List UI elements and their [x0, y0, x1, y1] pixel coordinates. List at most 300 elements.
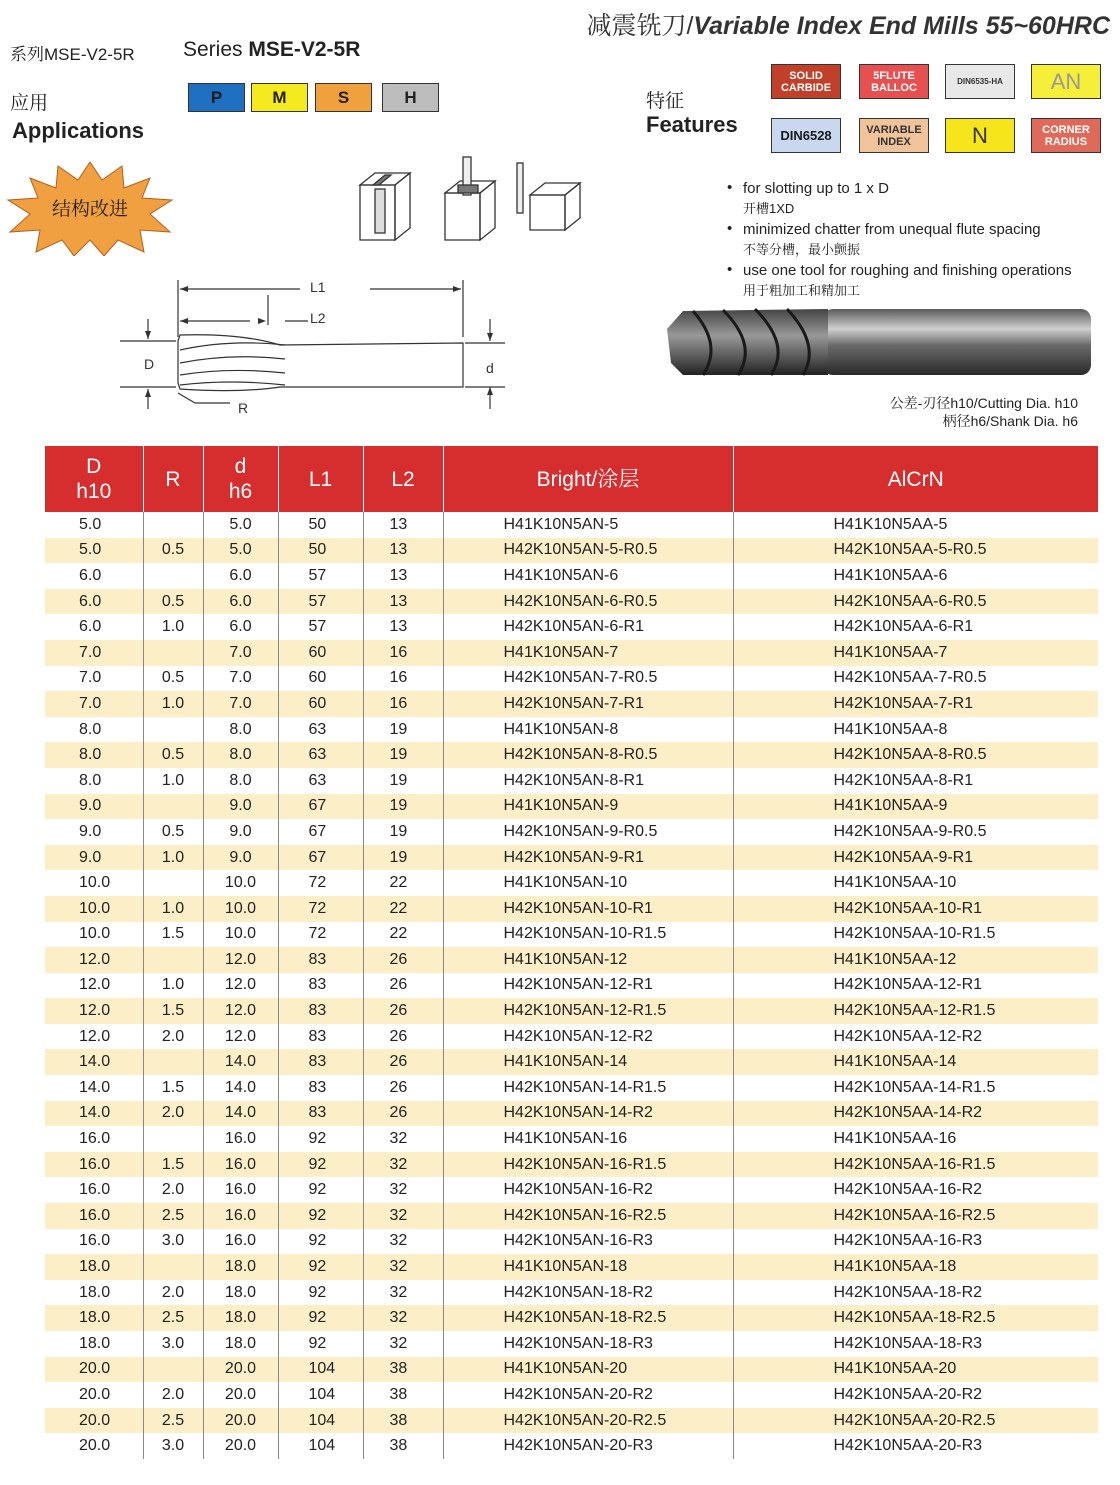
cell-L2: 22	[363, 896, 443, 922]
cell-L1: 57	[278, 614, 363, 640]
cell-L1: 63	[278, 717, 363, 743]
dim-d: d	[486, 360, 494, 376]
cell-alcrn-code: H42K10N5AA-5-R0.5	[833, 541, 987, 559]
cell-bright-code: H41K10N5AN-5	[443, 512, 733, 538]
table-row	[45, 1254, 1098, 1280]
cell-D: 20.0	[45, 1382, 143, 1408]
cell-alcrn-code: H42K10N5AA-12-R1.5	[833, 1002, 996, 1020]
cell-R: 2.0	[143, 1382, 203, 1408]
feature-en: • minimized chatter from unequal flute spacing	[743, 221, 1041, 238]
table-row	[45, 896, 1098, 922]
cell-bright-code: H42K10N5AN-20-R2	[443, 1382, 733, 1408]
cell-bright-code: H41K10N5AN-10	[443, 870, 733, 896]
col-header-R	[143, 446, 203, 512]
cell-L2: 32	[363, 1152, 443, 1178]
cell-bright-code: H42K10N5AN-10-R1.5	[443, 922, 733, 948]
cell-L2: 26	[363, 973, 443, 999]
cell-alcrn-code: H42K10N5AA-20-R2	[833, 1385, 983, 1403]
table-row	[45, 768, 1098, 794]
cell-d: 20.0	[203, 1408, 278, 1434]
cell-D: 18.0	[45, 1331, 143, 1357]
cell-alcrn-code: H42K10N5AA-20-R3	[833, 1437, 983, 1455]
cell-bright-code: H42K10N5AN-16-R2	[443, 1177, 733, 1203]
cell-bright-code: H41K10N5AN-16	[443, 1126, 733, 1152]
feature-cn: 开槽1XD	[743, 201, 795, 216]
cell-bright-code: H42K10N5AN-9-R0.5	[443, 819, 733, 845]
cell-L1: 72	[278, 922, 363, 948]
cell-d: 18.0	[203, 1305, 278, 1331]
badge-solid-carbide	[771, 64, 841, 99]
cell-L2: 26	[363, 1024, 443, 1050]
cell-bright-code: H41K10N5AN-18	[443, 1254, 733, 1280]
cell-D: 20.0	[45, 1433, 143, 1459]
cell-R	[143, 563, 203, 589]
cell-bright-code: H42K10N5AN-16-R2.5	[443, 1203, 733, 1229]
cell-D: 16.0	[45, 1229, 143, 1255]
cell-L1: 83	[278, 947, 363, 973]
cell-D: 7.0	[45, 640, 143, 666]
cell-D: 10.0	[45, 870, 143, 896]
cell-alcrn-code: H42K10N5AA-10-R1.5	[833, 925, 996, 943]
cell-d: 5.0	[203, 538, 278, 564]
cell-bright-code: H42K10N5AN-6-R0.5	[443, 589, 733, 615]
cell-d: 9.0	[203, 819, 278, 845]
table-header-row	[45, 446, 1098, 512]
cell-R: 2.5	[143, 1203, 203, 1229]
cell-L2: 26	[363, 1075, 443, 1101]
cell-d: 10.0	[203, 870, 278, 896]
cell-L2: 13	[363, 614, 443, 640]
table-row	[45, 1126, 1098, 1152]
cell-alcrn-code: H41K10N5AA-12	[833, 950, 957, 968]
table-row	[45, 1357, 1098, 1383]
cell-R: 1.0	[143, 691, 203, 717]
cell-bright-code: H42K10N5AN-9-R1	[443, 845, 733, 871]
header-top: R	[165, 467, 181, 491]
cell-D: 14.0	[45, 1075, 143, 1101]
cell-d: 12.0	[203, 998, 278, 1024]
cell-D: 10.0	[45, 896, 143, 922]
cell-L1: 72	[278, 870, 363, 896]
material-code: P	[210, 88, 223, 107]
feature-en: • use one tool for roughing and finishing operations	[743, 262, 1072, 279]
header-top: L2	[391, 467, 415, 491]
table-row	[45, 1305, 1098, 1331]
header-top: D	[86, 455, 102, 478]
feature-item	[725, 262, 1072, 299]
feature-bullets	[725, 180, 1072, 303]
cell-L1: 83	[278, 1075, 363, 1101]
cell-alcrn-code: H42K10N5AA-7-R0.5	[833, 669, 987, 687]
cell-bright-code: H41K10N5AN-8	[443, 717, 733, 743]
cell-R	[143, 1049, 203, 1075]
table-row	[45, 922, 1098, 948]
table-row	[45, 794, 1098, 820]
burst-text: 结构改进	[51, 198, 129, 220]
cell-D: 5.0	[45, 512, 143, 538]
cell-bright-code: H42K10N5AN-12-R2	[443, 1024, 733, 1050]
cell-L1: 57	[278, 589, 363, 615]
page-title	[586, 6, 1110, 42]
cell-alcrn-code: H42K10N5AA-9-R0.5	[833, 822, 987, 840]
tolerance-note	[890, 394, 1078, 430]
table-row	[45, 512, 1098, 538]
material-h	[382, 83, 439, 112]
badge-text: DIN6528	[780, 127, 832, 143]
cell-alcrn-code: H42K10N5AA-18-R2.5	[833, 1309, 996, 1327]
cell-d: 16.0	[203, 1229, 278, 1255]
cell-D: 20.0	[45, 1408, 143, 1434]
cell-R: 0.5	[143, 589, 203, 615]
cell-bright-code: H42K10N5AN-5-R0.5	[443, 538, 733, 564]
cell-alcrn-code: H42K10N5AA-12-R2	[833, 1027, 983, 1045]
cell-R	[143, 1357, 203, 1383]
cell-L1: 104	[278, 1382, 363, 1408]
cell-alcrn-code: H42K10N5AA-12-R1	[833, 976, 983, 994]
cell-D: 12.0	[45, 973, 143, 999]
table-row	[45, 870, 1098, 896]
cell-bright-code: H42K10N5AN-12-R1	[443, 973, 733, 999]
material-s	[315, 83, 372, 112]
material-code: S	[337, 88, 350, 107]
cell-R: 3.0	[143, 1331, 203, 1357]
tolerance-shank-dia: 柄径h6/Shank Dia. h6	[942, 413, 1078, 429]
improved-structure-burst	[4, 160, 176, 256]
cell-R: 1.5	[143, 1152, 203, 1178]
cell-L2: 32	[363, 1305, 443, 1331]
badge-text: VARIABLE INDEX	[866, 123, 922, 148]
cell-R: 1.5	[143, 1075, 203, 1101]
header-top: d	[234, 455, 247, 478]
cell-R: 1.0	[143, 973, 203, 999]
cell-D: 8.0	[45, 768, 143, 794]
cell-bright-code: H42K10N5AN-18-R2.5	[443, 1305, 733, 1331]
col-header-L2	[363, 446, 443, 512]
cell-L2: 26	[363, 1049, 443, 1075]
cell-L1: 60	[278, 666, 363, 692]
cell-D: 10.0	[45, 922, 143, 948]
cell-d: 12.0	[203, 947, 278, 973]
cell-bright-code: H42K10N5AN-8-R1	[443, 768, 733, 794]
cell-L2: 22	[363, 870, 443, 896]
header-top: L1	[308, 467, 333, 491]
cell-L2: 13	[363, 563, 443, 589]
cell-bright-code: H41K10N5AN-7	[443, 640, 733, 666]
cell-R	[143, 717, 203, 743]
badge-text: 5FLUTE BALLOC	[871, 69, 917, 94]
cell-bright-code: H42K10N5AN-8-R0.5	[443, 742, 733, 768]
cell-L1: 67	[278, 794, 363, 820]
dim-D: D	[144, 356, 155, 372]
table-row	[45, 1382, 1098, 1408]
cell-alcrn-code: H42K10N5AA-10-R1	[833, 899, 983, 917]
cell-L2: 19	[363, 845, 443, 871]
cell-bright-code: H42K10N5AN-18-R2	[443, 1280, 733, 1306]
table-row	[45, 1024, 1098, 1050]
cell-bright-code: H41K10N5AN-6	[443, 563, 733, 589]
cell-D: 16.0	[45, 1177, 143, 1203]
cell-bright-code: H42K10N5AN-6-R1	[443, 614, 733, 640]
cell-L1: 92	[278, 1331, 363, 1357]
cell-R: 1.0	[143, 768, 203, 794]
cell-alcrn-code: H42K10N5AA-8-R1	[833, 771, 974, 789]
cell-L2: 38	[363, 1408, 443, 1434]
cell-d: 18.0	[203, 1254, 278, 1280]
cell-d: 20.0	[203, 1382, 278, 1408]
cell-L2: 19	[363, 717, 443, 743]
header-top: Bright/涂层	[536, 467, 640, 491]
cell-L2: 19	[363, 768, 443, 794]
cell-L1: 92	[278, 1229, 363, 1255]
badge-text: DIN6535-HA	[957, 76, 1003, 86]
cell-alcrn-code: H42K10N5AA-16-R3	[833, 1232, 983, 1250]
cell-D: 6.0	[45, 614, 143, 640]
cell-d: 12.0	[203, 973, 278, 999]
table-row	[45, 538, 1098, 564]
cell-R	[143, 1126, 203, 1152]
cell-L1: 92	[278, 1305, 363, 1331]
cell-D: 12.0	[45, 998, 143, 1024]
application-sketches	[355, 155, 585, 245]
table-row	[45, 691, 1098, 717]
cell-D: 7.0	[45, 691, 143, 717]
cell-bright-code: H41K10N5AN-14	[443, 1049, 733, 1075]
cell-D: 12.0	[45, 1024, 143, 1050]
cell-bright-code: H42K10N5AN-12-R1.5	[443, 998, 733, 1024]
cell-L1: 50	[278, 538, 363, 564]
cell-D: 18.0	[45, 1305, 143, 1331]
cell-R: 3.0	[143, 1433, 203, 1459]
title-cn: 减震铣刀/	[586, 12, 694, 40]
cell-alcrn-code: H41K10N5AA-16	[833, 1130, 957, 1148]
cell-R	[143, 512, 203, 538]
cell-d: 8.0	[203, 717, 278, 743]
tolerance-cutting-dia: 公差-刃径h10/Cutting Dia. h10	[889, 395, 1078, 411]
cell-alcrn-code: H42K10N5AA-16-R2	[833, 1181, 983, 1199]
feature-cn: 用于粗加工和精加工	[743, 283, 861, 298]
badge-text: CORNER RADIUS	[1042, 123, 1090, 148]
cell-L1: 92	[278, 1152, 363, 1178]
cell-L1: 92	[278, 1126, 363, 1152]
cell-L1: 83	[278, 1024, 363, 1050]
feature-item	[725, 180, 1072, 217]
cell-d: 10.0	[203, 896, 278, 922]
cell-L2: 13	[363, 538, 443, 564]
end-mill-product-image	[663, 305, 1096, 380]
series-prefix: Series	[183, 38, 249, 61]
cell-L1: 83	[278, 1049, 363, 1075]
cell-R: 1.0	[143, 896, 203, 922]
cell-R: 2.0	[143, 1101, 203, 1127]
cell-R: 1.0	[143, 614, 203, 640]
table-row	[45, 1177, 1098, 1203]
cell-d: 14.0	[203, 1075, 278, 1101]
table-body	[45, 512, 1098, 1459]
table-row	[45, 640, 1098, 666]
table-row	[45, 1203, 1098, 1229]
cell-R: 0.5	[143, 819, 203, 845]
cell-L2: 26	[363, 998, 443, 1024]
cell-d: 8.0	[203, 768, 278, 794]
cell-bright-code: H42K10N5AN-7-R0.5	[443, 666, 733, 692]
cell-d: 7.0	[203, 640, 278, 666]
badge-text: SOLID CARBIDE	[780, 69, 832, 94]
header-top: AlCrN	[887, 467, 944, 491]
cell-R: 0.5	[143, 666, 203, 692]
cell-L2: 19	[363, 819, 443, 845]
cell-d: 16.0	[203, 1126, 278, 1152]
material-m	[251, 83, 308, 112]
cell-D: 20.0	[45, 1357, 143, 1383]
cell-L1: 83	[278, 1101, 363, 1127]
table-row	[45, 717, 1098, 743]
cell-bright-code: H42K10N5AN-14-R1.5	[443, 1075, 733, 1101]
cell-alcrn-code: H41K10N5AA-6	[833, 566, 948, 584]
series-en	[183, 38, 360, 62]
table-row	[45, 1433, 1098, 1459]
cell-alcrn-code: H42K10N5AA-8-R0.5	[833, 746, 987, 764]
cell-L1: 50	[278, 512, 363, 538]
table-row	[45, 1049, 1098, 1075]
table-row	[45, 1152, 1098, 1178]
table-row	[45, 998, 1098, 1024]
cell-L2: 16	[363, 640, 443, 666]
cell-bright-code: H42K10N5AN-20-R2.5	[443, 1408, 733, 1434]
cell-D: 9.0	[45, 794, 143, 820]
cell-d: 9.0	[203, 845, 278, 871]
cell-bright-code: H42K10N5AN-18-R3	[443, 1331, 733, 1357]
cell-R: 2.5	[143, 1408, 203, 1434]
feature-en: • for slotting up to 1 x D	[743, 180, 889, 197]
end-mill-dimension-drawing	[120, 275, 510, 420]
table-row	[45, 1075, 1098, 1101]
cell-alcrn-code: H41K10N5AA-18	[833, 1258, 957, 1276]
dim-l1: L1	[310, 279, 326, 295]
cell-alcrn-code: H41K10N5AA-10	[833, 874, 957, 892]
cell-L1: 67	[278, 845, 363, 871]
features-label-cn: 特征	[646, 91, 685, 112]
cell-L2: 19	[363, 742, 443, 768]
cell-L1: 57	[278, 563, 363, 589]
cell-L1: 92	[278, 1203, 363, 1229]
series-name: MSE-V2-5R	[248, 38, 361, 61]
cell-d: 8.0	[203, 742, 278, 768]
cell-d: 6.0	[203, 563, 278, 589]
cell-alcrn-code: H42K10N5AA-16-R2.5	[833, 1206, 996, 1224]
cell-L1: 104	[278, 1433, 363, 1459]
badge-din6535	[945, 64, 1015, 99]
cell-R: 1.5	[143, 922, 203, 948]
cell-L2: 38	[363, 1357, 443, 1383]
cell-alcrn-code: H42K10N5AA-16-R1.5	[833, 1155, 996, 1173]
cell-L2: 16	[363, 666, 443, 692]
col-header-bright	[443, 446, 733, 512]
material-p	[188, 83, 245, 112]
cell-d: 20.0	[203, 1433, 278, 1459]
cell-bright-code: H42K10N5AN-7-R1	[443, 691, 733, 717]
cell-alcrn-code: H41K10N5AA-8	[833, 720, 948, 738]
cell-L1: 92	[278, 1254, 363, 1280]
table-row	[45, 973, 1098, 999]
table-row	[45, 1229, 1098, 1255]
features-label-en: Features	[646, 112, 738, 137]
cell-D: 9.0	[45, 819, 143, 845]
applications-label-cn: 应用	[10, 93, 49, 114]
cell-R	[143, 1254, 203, 1280]
cell-bright-code: H41K10N5AN-12	[443, 947, 733, 973]
cell-R: 0.5	[143, 742, 203, 768]
cell-R: 2.0	[143, 1177, 203, 1203]
cell-bright-code: H42K10N5AN-10-R1	[443, 896, 733, 922]
table-row	[45, 1408, 1098, 1434]
cell-bright-code: H42K10N5AN-16-R3	[443, 1229, 733, 1255]
material-code: M	[272, 88, 287, 107]
cell-D: 18.0	[45, 1254, 143, 1280]
cell-d: 20.0	[203, 1357, 278, 1383]
cell-D: 12.0	[45, 947, 143, 973]
cell-alcrn-code: H42K10N5AA-14-R2	[833, 1104, 983, 1122]
cell-L1: 63	[278, 768, 363, 794]
cell-L1: 83	[278, 998, 363, 1024]
table-row	[45, 1280, 1098, 1306]
cell-L2: 38	[363, 1382, 443, 1408]
cell-L2: 32	[363, 1280, 443, 1306]
header-bottom: h6	[228, 480, 253, 503]
cell-L1: 83	[278, 973, 363, 999]
cell-L1: 92	[278, 1280, 363, 1306]
cell-L2: 32	[363, 1126, 443, 1152]
cell-alcrn-code: H41K10N5AA-5	[833, 515, 948, 533]
cell-d: 12.0	[203, 1024, 278, 1050]
material-code: H	[404, 88, 417, 107]
cell-D: 7.0	[45, 666, 143, 692]
cell-D: 8.0	[45, 717, 143, 743]
cell-D: 16.0	[45, 1203, 143, 1229]
cell-L1: 60	[278, 691, 363, 717]
cell-L2: 13	[363, 512, 443, 538]
cell-alcrn-code: H41K10N5AA-7	[833, 643, 948, 661]
cell-bright-code: H41K10N5AN-9	[443, 794, 733, 820]
cell-R: 2.0	[143, 1280, 203, 1306]
cell-L2: 13	[363, 589, 443, 615]
cell-d: 14.0	[203, 1101, 278, 1127]
table-row	[45, 845, 1098, 871]
cell-d: 6.0	[203, 614, 278, 640]
cell-R: 2.5	[143, 1305, 203, 1331]
cell-d: 16.0	[203, 1152, 278, 1178]
title-en: Variable Index End Mills 55~60HRC	[693, 12, 1110, 40]
cell-bright-code: H42K10N5AN-14-R2	[443, 1101, 733, 1127]
cell-R	[143, 947, 203, 973]
cell-alcrn-code: H42K10N5AA-6-R0.5	[833, 592, 987, 610]
cell-L2: 32	[363, 1254, 443, 1280]
table-row	[45, 589, 1098, 615]
cell-R	[143, 870, 203, 896]
col-header-alcrn	[733, 446, 1098, 512]
table-row	[45, 742, 1098, 768]
cell-R: 1.0	[143, 845, 203, 871]
cell-R	[143, 640, 203, 666]
cell-d: 6.0	[203, 589, 278, 615]
header-bottom: h10	[76, 480, 112, 503]
cell-alcrn-code: H41K10N5AA-20	[833, 1360, 957, 1378]
badge-text: AN	[1050, 68, 1082, 94]
table-row	[45, 666, 1098, 692]
cell-R: 0.5	[143, 538, 203, 564]
cell-D: 16.0	[45, 1126, 143, 1152]
cell-L1: 104	[278, 1357, 363, 1383]
cell-alcrn-code: H42K10N5AA-18-R2	[833, 1283, 983, 1301]
